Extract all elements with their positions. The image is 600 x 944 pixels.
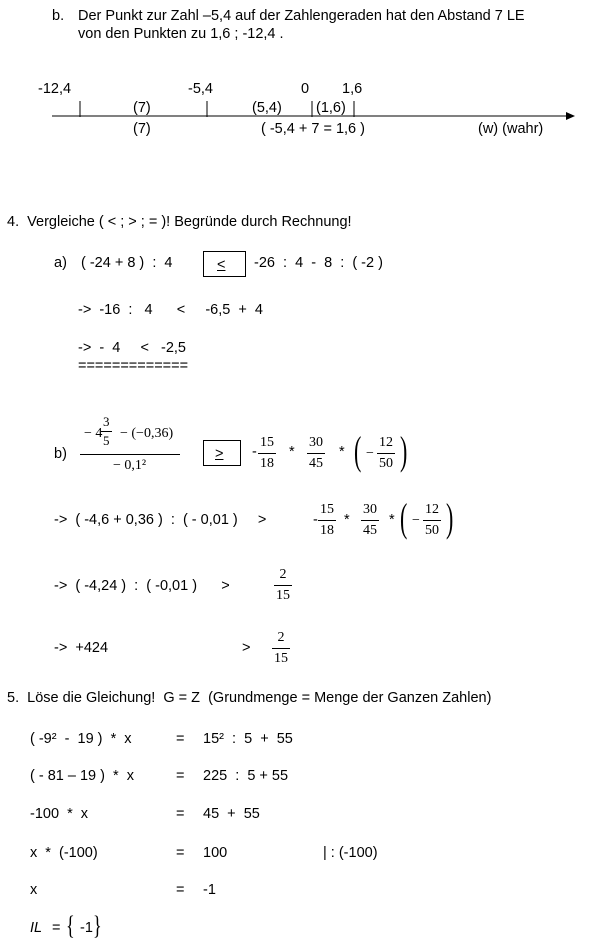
task5-row4-note: | : (-100) <box>323 845 378 861</box>
task4b-f2-den: 45 <box>309 456 323 471</box>
task4b-step2-left: -> ( -4,24 ) : ( -0,01 ) > <box>54 578 230 594</box>
task4b-main-fraction-bar <box>80 454 180 455</box>
number-line-arrow <box>566 112 575 120</box>
task4b-step3-gt: > <box>242 640 251 656</box>
task5-row4-eq: = <box>176 845 185 861</box>
task4b-mixed-fraction <box>101 414 112 449</box>
task4b-answer-box <box>203 440 241 466</box>
task4b-step1-fraction-30-45: 30 45 <box>363 502 377 538</box>
task4a-left-expression: ( -24 + 8 ) : 4 <box>81 255 173 271</box>
task5-solution-label: IL <box>30 920 43 936</box>
task5-row3-eq: = <box>176 806 185 822</box>
task4b-f3-den: 50 <box>379 456 393 471</box>
part-b-label: b. <box>52 8 65 24</box>
task4b-step2-fraction <box>274 566 292 605</box>
task4a-answer-box <box>203 251 246 277</box>
numberline-value-1-6: 1,6 <box>342 81 363 97</box>
task4b-step2-den: 15 <box>276 588 290 603</box>
task4b-star1: * <box>289 444 295 460</box>
task4b-f1-num: 15 <box>260 435 274 450</box>
task5-solution-value: -1 <box>80 920 93 936</box>
task4b-step1-fraction-15-18: 15 18 <box>320 502 334 538</box>
task5-row5-left: x <box>30 882 38 898</box>
task4b-fraction-15-18 <box>258 434 276 473</box>
task4b-minus-term: − (−0,36) <box>120 426 174 441</box>
task5-row2-right: 225 : 5 + 55 <box>203 768 289 784</box>
task4b-f2-num: 30 <box>309 435 323 450</box>
task5-solution-eq: = <box>52 920 61 936</box>
numberline-point-label: (5,4) <box>252 100 282 116</box>
numberline-value-minus-12-4: -12,4 <box>38 81 72 97</box>
task5-row5-eq: = <box>176 882 185 898</box>
task4a-step1: -> -16 : 4 < -6,5 + 4 <box>78 302 263 318</box>
task5-row1-eq: = <box>176 731 185 747</box>
part-b-line1: Der Punkt zur Zahl –5,4 auf der Zahlengeraden hat den Abstand 7 LE <box>78 8 525 24</box>
task4b-star2: * <box>339 444 345 460</box>
task4b-f3-num: 12 <box>379 435 393 450</box>
task4a-step2: -> - 4 < -2,5 <box>78 340 186 356</box>
task4b-step3-num: 2 <box>277 630 285 645</box>
task4b-step3-left: -> +424 <box>54 640 109 656</box>
task5-solution-brace-close: } <box>93 911 102 940</box>
numberline-calculation: ( -5,4 + 7 = 1,6 ) <box>261 121 365 137</box>
task4a-label: a) <box>54 255 67 271</box>
task4b-fraction-12-50 <box>377 434 395 473</box>
numberline-verdict: (w) (wahr) <box>478 121 544 137</box>
task4a-right-expression: -26 : 4 - 8 : ( -2 ) <box>254 255 383 271</box>
task4a-symbol: < <box>217 257 226 273</box>
task4b-mixed-whole: − 4 <box>84 426 103 441</box>
numberline-distance-left: (7) <box>133 100 151 116</box>
task4b-mixed-den: 5 <box>103 433 110 448</box>
numberline-value-zero: 0 <box>301 81 310 97</box>
task4b-step3-den: 15 <box>274 651 288 666</box>
task4b-f1-den: 18 <box>260 456 274 471</box>
task5-row1-right: 15² : 5 + 55 <box>203 731 293 747</box>
task5-row3-right: 45 + 55 <box>203 806 260 822</box>
task4b-step1-star1: * <box>344 512 350 528</box>
task5-solution-brace-open: { <box>66 911 75 940</box>
task5-row4-right: 100 <box>203 845 228 861</box>
task4-title: 4. Vergleiche ( < ; > ; = )! Begründe durch Rechnung! <box>7 214 352 230</box>
task4b-step3-fraction <box>272 629 290 668</box>
task4b-denominator: − 0,1² <box>113 458 147 473</box>
task4b-step1-star2: * <box>389 512 395 528</box>
task5-row2-eq: = <box>176 768 185 784</box>
task4a-double-underline: ============= <box>78 358 189 374</box>
part-b-line2: von den Punkten zu 1,6 ; -12,4 . <box>78 26 284 42</box>
numberline-value-minus-5-4: -5,4 <box>188 81 213 97</box>
task4b-step1-minus: - <box>313 512 318 528</box>
task4b-label: b) <box>54 446 67 462</box>
task4b-step2-num: 2 <box>279 567 287 582</box>
task4b-symbol: > <box>215 446 224 462</box>
numberline-point-label-2: (1,6) <box>316 100 346 116</box>
task4b-right-minus: - <box>252 444 257 460</box>
task5-row1-left: ( -9² - 19 ) * x <box>30 731 132 747</box>
task5-title: 5. Löse die Gleichung! G = Z (Grundmenge = Menge der Ganzen Zahlen) <box>7 690 492 706</box>
task5-row3-left: -100 * x <box>30 806 89 822</box>
numberline-distance-below: (7) <box>133 121 151 137</box>
task5-row2-left: ( - 81 – 19 ) * x <box>30 768 134 784</box>
task4b-fraction-30-45 <box>307 434 325 473</box>
task4b-step1-left: -> ( -4,6 + 0,36 ) : ( - 0,01 ) > <box>54 512 267 528</box>
task5-row4-left: x * (-100) <box>30 845 98 861</box>
task4b-mixed-num: 3 <box>103 414 110 429</box>
task4b-f3-sign: − <box>366 446 374 461</box>
task5-row5-right: -1 <box>203 882 216 898</box>
